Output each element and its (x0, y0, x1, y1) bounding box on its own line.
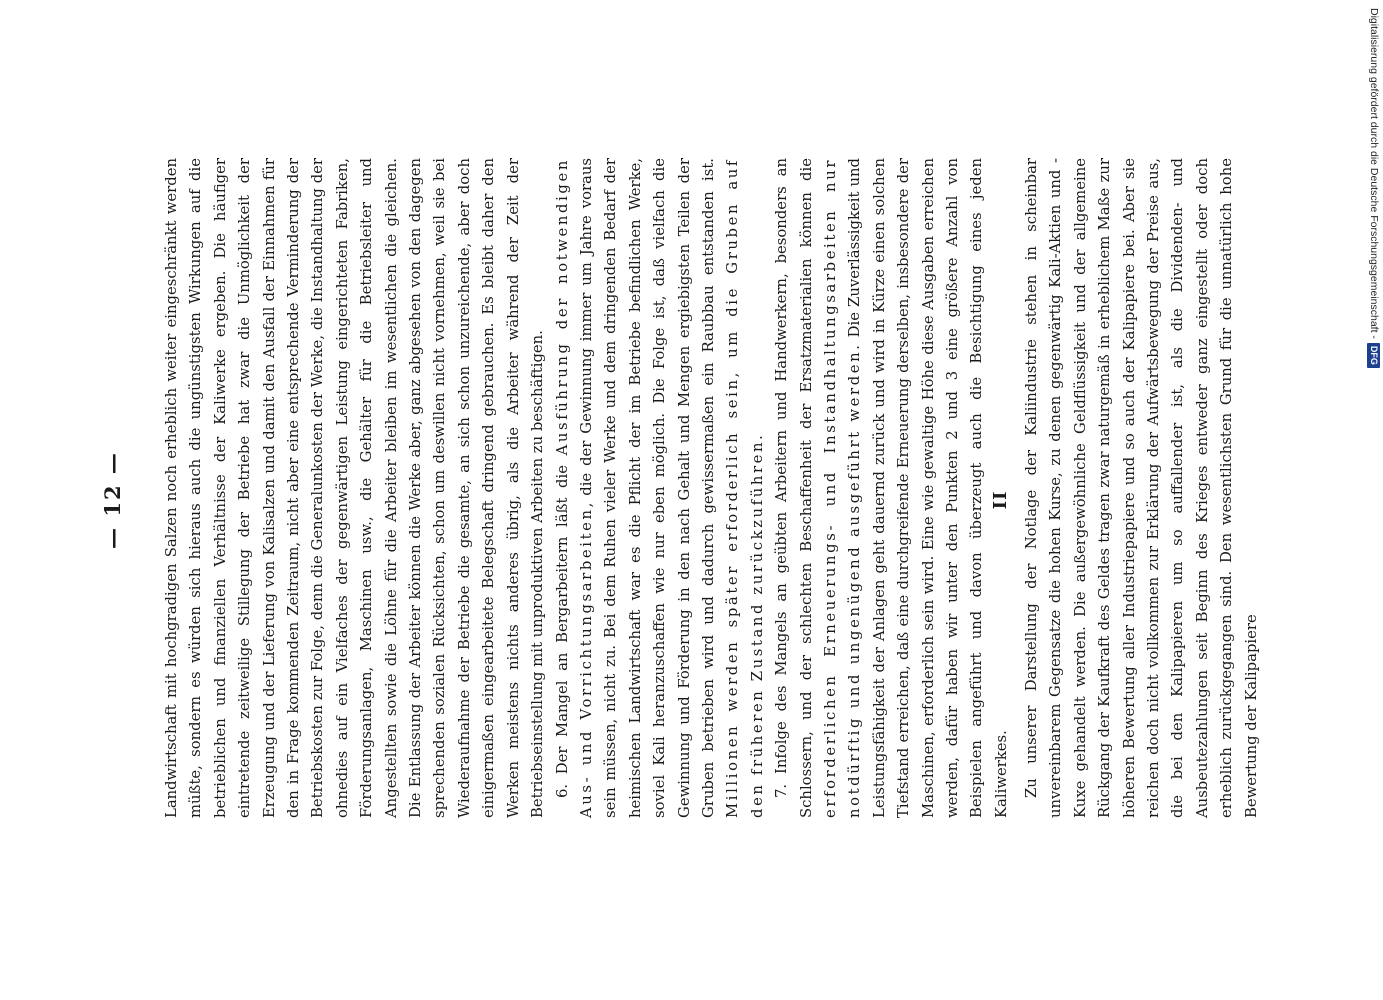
credit-text: Digitalisierung gefördert durch die Deutsche Forschungsgemeinschaft - (1368, 8, 1380, 339)
dfg-logo: DFG (1368, 343, 1381, 368)
p7-text-b: Die Zuverlässigkeit und Leistungsfähigkeit der Anlagen geht dauernd zurück und wird in Kürze einen solchen Tiefstand erreichen, daß eine durchgreifende Erneuerung derselben, insbesondere der Maschinen, erforderlich sein wird. Eine wie gewaltige Höhe diese Ausgaben erreichen werden, dafür haben wir unter den Punkten 2 und 3 eine größere Anzahl von Beispielen angeführt und davon überzeugt auch die Besichtigung eines jeden Kaliwerkes. (846, 158, 1010, 818)
paragraph-5-continuation: Landwirtschaft mit hochgradigen Salzen noch erheblich weiter eingeschränkt werden müßte, sondern es würden sich hieraus auch die ungünstigsten Wirkungen auf die betrieblichen und finanziellen Verhältnisse der Kaliwerke ergeben. Die häufiger eintretende zeitweilige Stillegung der Betriebe hat zwar die Unmöglichkeit der Erzeugung und der Lieferung von Kalisalzen und damit den Ausfall der Einnahmen für den in Frage kommenden Zeitraum, nicht aber eine entsprechende Verminderung der Betriebskosten zur Folge, denn die Generalunkosten der Werke, die Instandhaltung der ohnedies auf ein Vielfaches der gegenwärtigen Leistung eingerichteten Fabriken, Förderungsanlagen, Maschinen usw., die Gehälter für die Betriebsleiter und Angestellten sowie die Löhne für die Arbeiter bleiben im wesentlichen die gleichen. Die Entlassung der Arbeiter können die Werke aber, ganz abgesehen von den dagegen sprechenden sozialen Rücksichten, schon um deswillen nicht vornehmen, weil sie bei Wiederaufnahme der Betriebe die gesamte, an sich schon unzureichende, aber doch einigermaßen eingearbeitete Belegschaft dringend gebrauchen. Es bleibt daher den Werken meistens nichts anderes übrig, als die Arbeiter während der Zeit der Betriebseinstellung mit unproduktiven Arbeiten zu beschäftigen. (163, 158, 547, 818)
digitization-credit (1364, 8, 1383, 408)
section-two-paragraph: Zu unserer Darstellung der Notlage der Kaliindustrie stehen in scheinbar unvereinbarem Gegensatze die hohen Kurse, zu denen gegenwärtig Kali-Aktien und -Kuxe gehandelt werden. Die außergewöhnliche Geldflüssigkeit und der allgemeine Rückgang der Kaufkraft des Geldes tragen zwar naturgemäß in erheblichem Maße zur höheren Bewertung aller Industriepapiere und so auch der Kalipapiere bei. Aber sie reichen doch nicht vollkommen zur Erklärung der Aufwärtsbewegung der Preise aus, die bei den Kalipapieren um so auffallender ist, als die Dividenden- und Ausbeutezahlungen seit Beginn des Krieges entweder ganz eingestellt oder doch erheblich zurückgegangen sind. Den wesentlichsten Grund für die unnatürlich hohe Bewertung der Kalipapiere (1023, 158, 1260, 818)
p7-text-a: 7. Infolge des Mangels an geübten Arbeitern und Handwerkern, besonders an Schlossern, und der schlechten Beschaffenheit der Ersatzmaterialien können die (773, 158, 815, 818)
main-text-column (160, 158, 1014, 818)
p6-text-b: , die der Gewinnung immer um Jahre voraus sein müssen, nicht zu. Bei dem Ruhen vieler Werke und dem dringenden Bedarf der heimischen Landwirtschaft war es die Pflicht der im Betriebe befindlichen Werke, soviel Kali heranzuschaffen wie nur eben möglich. Die Folge ist, daß vielfach die Gewinnung und Förderung in den nach Gehalt und Mengen ergiebigsten Teilen der Gruben betrieben wird und dadurch gewissermaßen ein Raubbau entstanden ist. (577, 158, 717, 818)
p6-text-a: 6. Der Mangel an Bergarbeitern läßt die (553, 455, 571, 798)
p7-spaced-a: erforderlichen Erneuerungs- und Instandhaltungsarbeiten nur notdürftig und ungenügend ausgeführt werden. (821, 158, 864, 818)
paragraph-7 (770, 158, 1014, 818)
paragraph-6 (551, 158, 771, 818)
section-two-text (1020, 158, 1264, 818)
section-heading: II (990, 490, 1011, 510)
page-number: — 12 — (100, 451, 125, 549)
p6-spaced-a: Ausführung der notwendigen Aus- und Vorrichtungsarbeiten (553, 158, 595, 818)
p6-spaced-b: Millionen werden später erforderlich sein, um die Gruben auf den früheren Zustand zurückzuführen. (724, 158, 766, 818)
